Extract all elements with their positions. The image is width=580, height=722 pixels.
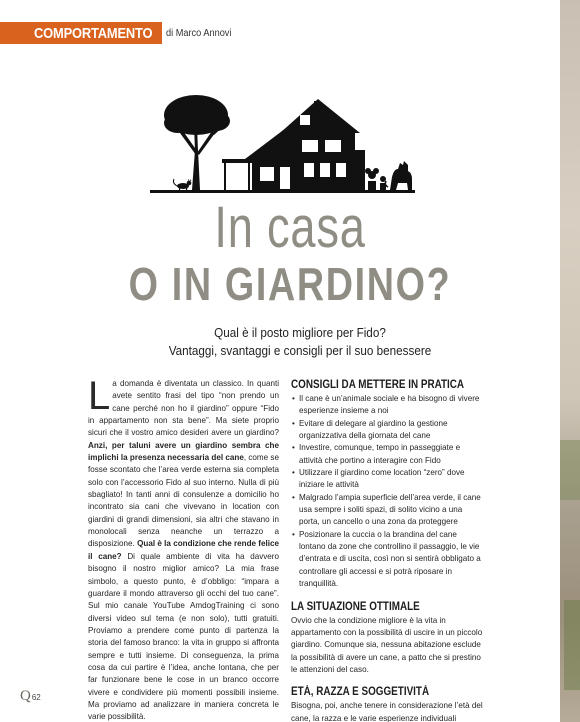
headline-line-1: In casa xyxy=(214,195,366,260)
footer-logo-page-number xyxy=(20,688,41,706)
tip-item: • Posizionare la cuccia o la brandina del cane lontano da zone che controllino il passaggio, le vie d’entrata e di uscita, così non si sentirà obbligato a controllare gli accessi e si potrà riposare in tranquillità. xyxy=(291,529,485,591)
intro-bold-1: Anzi, per taluni avere un giardino sembra che implichi la presenza necessaria del cane xyxy=(88,440,279,463)
tips-list xyxy=(291,393,485,591)
section-label: COMPORTAMENTO xyxy=(34,25,153,42)
drop-cap: L xyxy=(88,374,111,418)
subtitle xyxy=(150,324,450,360)
subtitle-line-2: Vantaggi, svantaggi e consigli per il suo benessere xyxy=(168,343,432,358)
optimal-situation-text: Ovvio che la condizione migliore è la vita in appartamento con la possibilità di uscire in un piccolo giardino. Comunque sia, nessuna abitazione esclude la possibilità di avere un cane, a patto che si prestino le attenzioni del caso. xyxy=(291,615,483,674)
author-byline: di Marco Annovi xyxy=(166,28,232,39)
page-number: 62 xyxy=(31,693,41,702)
age-breed-heading: ETÀ, RAZZA E SOGGETIVITÀ xyxy=(291,686,430,699)
tip-item: • Malgrado l’ampia superficie dell’area verde, il cane usa sempre i soliti spazi, di solito vicino a una porta, un cancello o una zona da proteggere xyxy=(291,492,485,529)
tip-item: • Evitare di delegare al giardino la gestione organizzativa della giornata del cane xyxy=(291,418,485,443)
tip-item: • Investire, comunque, tempo in passeggiate e attività che portino a interagire con Fido xyxy=(291,442,485,467)
article-intro-paragraph xyxy=(88,374,280,722)
photo-edge-strip xyxy=(560,0,580,722)
intro-text-3: Di quale ambiente di vita ha davvero bisogno il nostro miglior amico? La mia frase simbolo, a questo punto, è d’obbligo: “impara a guardare il mondo attraverso gli occhi del tuo cane”. Sul mio canale YouTube AmdogTraining ci sono diversi video sul tema (e non solo), tutti gratuiti. Proviamo a prendere come punto di partenza la storia del famoso branco: la vita in gruppo si affronta sempre e tutti insieme. Di conseguenza, la prima cosa da cui partire è l’idea, anche lontana, che per far funzionare bene le cose in un branco occorre vivere e condividere più momenti possibili insieme. Ma proviamo ad analizzare in maniera concreta le varie possibilità. xyxy=(88,551,279,722)
intro-text-2: , come se fosse scontato che l’area verde esterna sia completa solo con l’accessorio Fido al suo interno. Nulla di più sbagliato! In tanti anni di consulenze a domicilio ho incontrato sia cani che vivevano in location con giardini di grandi dimensioni, sia altri che stavano in monolocali senza neanche un terrazzo a disposizione. xyxy=(88,453,279,549)
optimal-situation-heading: LA SITUAZIONE OTTIMALE xyxy=(291,600,420,613)
article-column-left xyxy=(88,374,280,722)
tips-heading: CONSIGLI DA METTERE IN PRATICA xyxy=(291,379,465,391)
intro-bold-2: Qual è la condizione che rende felice il cane? xyxy=(88,539,280,561)
section-tag xyxy=(0,22,162,44)
age-breed-text: Bisogna, poi, anche tenere in considerazione l’età del cane, la razza e le varie esperienze individuali xyxy=(291,701,483,722)
house-silhouette-illustration xyxy=(150,95,415,200)
article-column-right xyxy=(291,378,485,722)
tip-item: • Utilizzare il giardino come location “zero” dove iniziare le attività xyxy=(291,467,485,492)
headline-line-2: O IN GIARDINO? xyxy=(128,258,452,310)
subtitle-line-1: Qual è il posto migliore per Fido? xyxy=(214,325,386,340)
magazine-logo: Q xyxy=(20,688,31,704)
intro-text-1: a domanda è diventata un classico. In quanti avete sentito frasi del tipo “non prendo un cane perché non ho il giardino” oppure “Fido in appartamento non sta bene”. Ma siete proprio sicuri che il vostro amico desideri avere un giardino? xyxy=(88,379,279,438)
tip-item: • Il cane è un’animale sociale e ha bisogno di vivere esperienze insieme a noi xyxy=(291,393,485,418)
